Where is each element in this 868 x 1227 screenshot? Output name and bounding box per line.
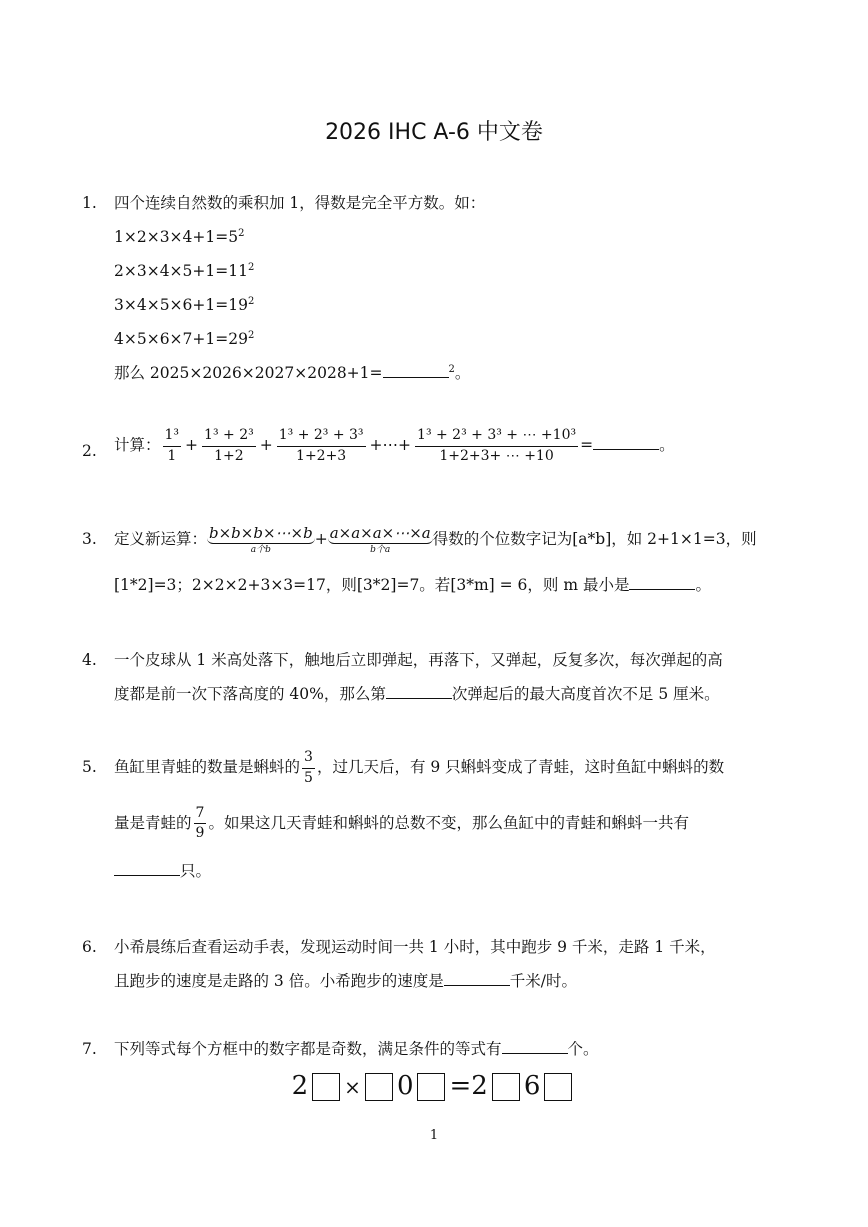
q4-line-1: 一个皮球从 1 米高处落下，触地后立即弹起，再落下，又弹起，反复多次，每次弹起的高 — [114, 651, 723, 669]
answer-blank[interactable] — [386, 697, 452, 699]
plus-sign: + — [259, 436, 273, 454]
digit-box[interactable] — [492, 1073, 520, 1101]
digit-box[interactable] — [417, 1073, 445, 1101]
q1-example-4: $4\times 5\times 6\times 7+1=29^2$ — [114, 329, 255, 348]
digit: 0 — [396, 1071, 414, 1101]
q1-example-2: $2\times 3\times 4\times 5+1=11^2$ — [114, 261, 255, 280]
question-1 — [82, 186, 788, 390]
page-title: 2026 IHC A-6 中文卷 — [325, 120, 543, 145]
question-3 — [82, 522, 788, 602]
q2-fraction-2: $\frac{\text{1³ + 2³}}{1+2}$ — [204, 427, 254, 464]
question-number: 5. — [82, 758, 97, 776]
q7-equation — [0, 1068, 868, 1105]
digit-box[interactable] — [544, 1073, 572, 1101]
q5-line-2: 量是青蛙的 $\frac{7}{9}$ 。如果这几天青蛙和蝌蚪的总数不变，那么鱼缸中的青蛙和蝌蚪一共有 — [114, 805, 689, 842]
q6-line-1: 小希晨练后查看运动手表，发现运动时间一共 1 小时，其中跑步 9 千米，走路 1 千米， — [114, 938, 716, 956]
digit: 6 — [523, 1071, 541, 1101]
underbrace-b: b×b×b×⋯×b a个b — [209, 524, 313, 555]
underbrace-a: a×a×a×⋯×a b个a — [329, 524, 431, 555]
times-sign: × — [344, 1075, 361, 1099]
question-number: 3. — [82, 530, 97, 548]
q2-fraction-4: $\frac{\text{1³ + 2³ + 3³ + ⋯ +10³}}{1+2+3+ \cdots +10}$ — [417, 427, 577, 464]
digit: 2 — [471, 1071, 488, 1101]
question-7 — [82, 1032, 788, 1066]
q4-line-2: 度都是前一次下落高度的 40%，那么第 次弹起后的最大高度首次不足 5 厘米。 — [114, 685, 720, 703]
question-number: 1. — [82, 194, 97, 212]
question-6 — [82, 930, 788, 998]
q2-lead: 计算： — [114, 436, 161, 454]
q6-line-2: 且跑步的速度是走路的 3 倍。小希跑步的速度是 千米/时。 — [114, 972, 577, 990]
equals-sign: = — [449, 1071, 472, 1101]
plus-sign: + — [185, 436, 199, 454]
q2-fraction-1: $\frac{\text{1³}}{1}$ — [164, 427, 180, 464]
digit-box[interactable] — [365, 1073, 393, 1101]
question-2: 2. 计算： $\frac{\text{1³}}{1}$ + $\frac{\text{1³ + 2³}}{1+2}$ + $\frac{\text{1³ + 2³ + 3³}}{1+2+3}$ +⋯+ $\frac{\text{1³ + 2³ + 3³ + ⋯ +10³}}{1+2+3+ \cdots +10}$ = 。 — [82, 428, 788, 464]
q1-intro: 四个连续自然数的乘积加 1，得数是完全平方数。如： — [114, 194, 486, 212]
q3-line-2: [1*2]=3；2×2×2+3×3=17，则[3*2]=7。若[3*m] = 6，则 m 最小是 。 — [114, 576, 711, 594]
q5-line-3: 只。 — [114, 854, 788, 888]
question-number: 4. — [82, 651, 97, 669]
q1-ask: 那么 2025×2026×2027×2028+1= $^2$。 — [114, 363, 471, 382]
digit-box[interactable] — [312, 1073, 340, 1101]
ellipsis-sum: +⋯+ — [369, 436, 412, 454]
answer-blank[interactable] — [444, 984, 510, 986]
q3-line-1: 定义新运算： b×b×b×⋯×b a个b + a×a×a×⋯×a b个a 得数的个位数字记为[a*b]，如 2+1×1=3，则 — [114, 524, 757, 555]
answer-blank[interactable] — [593, 448, 659, 450]
q1-example-1: $1\times 2\times 3\times 4+1=5^2$ — [114, 227, 245, 246]
answer-blank[interactable] — [629, 588, 695, 590]
answer-blank[interactable] — [114, 874, 180, 876]
page-number: 1 — [429, 1128, 439, 1143]
q2-fraction-3: $\frac{\text{1³ + 2³ + 3³}}{1+2+3}$ — [278, 427, 364, 464]
q7-line-1: 下列等式每个方框中的数字都是奇数，满足条件的等式有 个。 — [114, 1040, 599, 1058]
question-4 — [82, 643, 788, 711]
equals-sign: = — [580, 436, 594, 454]
q3-condition: [3*m] = 6 — [450, 576, 528, 594]
q5-fraction-7-9: $\frac{7}{9}$ — [195, 805, 205, 842]
question-number: 2. — [82, 442, 97, 460]
question-5 — [82, 750, 788, 888]
question-number: 6. — [82, 938, 97, 956]
question-number: 7. — [82, 1040, 97, 1058]
digit: 2 — [291, 1071, 309, 1101]
answer-blank[interactable] — [502, 1052, 568, 1054]
q1-example-3: $3\times 4\times 5\times 6+1=19^2$ — [114, 295, 255, 314]
q5-line-1: 鱼缸里青蛙的数量是蝌蚪的 $\frac{3}{5}$ ，过几天后，有 9 只蝌蚪变成了青蛙，这时鱼缸中蝌蚪的数 — [114, 749, 725, 786]
answer-blank[interactable] — [383, 376, 449, 378]
q5-fraction-3-5: $\frac{3}{5}$ — [304, 749, 313, 786]
